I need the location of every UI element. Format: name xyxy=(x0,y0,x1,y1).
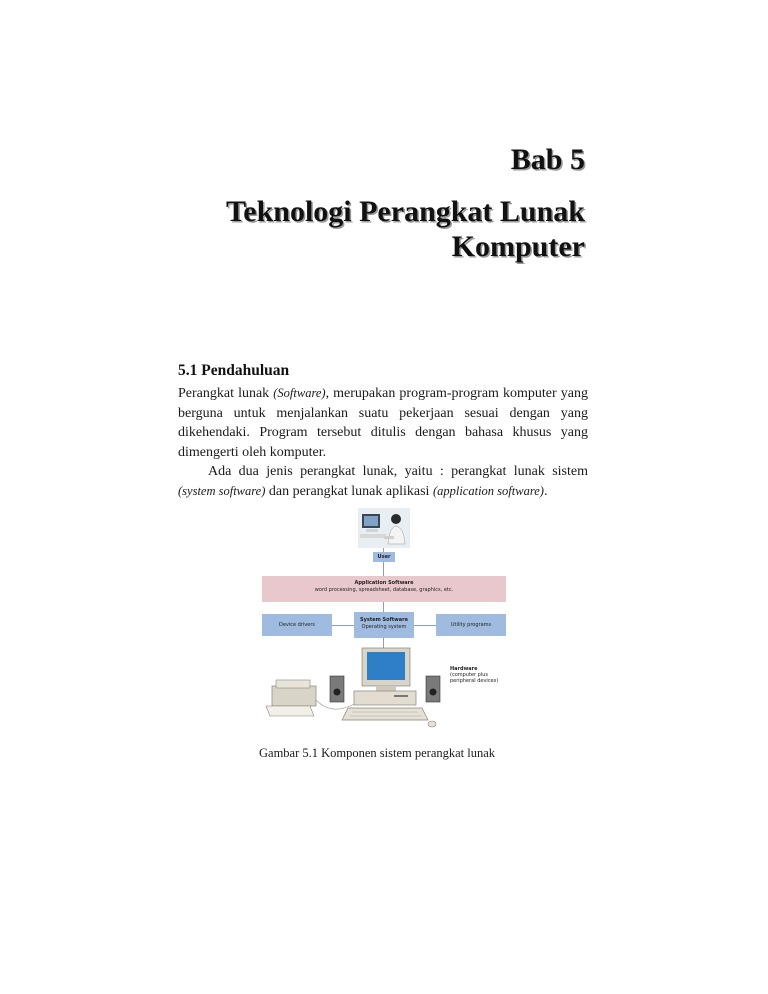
sys-title: System Software xyxy=(359,617,409,623)
chapter-title-line1: Teknologi Perangkat Lunak xyxy=(226,195,585,228)
user-at-computer-icon xyxy=(358,508,410,548)
software-components-figure xyxy=(262,508,506,738)
section-title: 5.1 Pendahuluan xyxy=(178,362,290,379)
p1-after: , merupakan program-program komputer yang berguna untuk menjalankan suatu pekerjaan sesuai dengan yang dikehendaki. Program tersebut ditulis dengan bahasa khusus yang dimengerti oleh komputer. xyxy=(178,386,588,460)
p1-before: Perangkat lunak xyxy=(178,386,274,401)
chapter-title-line2: Komputer xyxy=(451,230,585,263)
user-box: User xyxy=(373,552,395,562)
p2-middle: dan perangkat lunak aplikasi xyxy=(265,483,433,499)
hardware-label xyxy=(450,666,506,684)
app-title: Application Software xyxy=(354,580,414,586)
chapter-number: Bab 5 xyxy=(510,143,585,176)
types-paragraph xyxy=(178,462,588,501)
p2-before: Ada dua jenis perangkat lunak, yaitu : perangkat lunak sistem xyxy=(208,464,588,479)
application-software-box xyxy=(262,576,506,602)
term-application-software: (application software) xyxy=(432,483,544,498)
hw-title: Hardware xyxy=(450,666,478,672)
utility-programs-box: Utility programs xyxy=(436,614,506,636)
system-software-box xyxy=(354,612,414,638)
app-sub: word processing, spreadsheet, database, graphics, etc. xyxy=(314,587,454,593)
p2-after: . xyxy=(543,483,548,499)
intro-paragraph xyxy=(178,384,588,462)
hw-sub: (computer plus peripheral devices) xyxy=(450,672,499,684)
figure-caption: Gambar 5.1 Komponen sistem perangkat lunak xyxy=(259,746,496,760)
term-software: (Software) xyxy=(273,386,326,400)
device-drivers-box: Device drivers xyxy=(262,614,332,636)
sys-sub: Operating system xyxy=(361,624,407,630)
user-photo xyxy=(358,508,410,548)
hardware-illustration xyxy=(262,646,506,738)
term-system-software: (system software) xyxy=(178,483,266,498)
